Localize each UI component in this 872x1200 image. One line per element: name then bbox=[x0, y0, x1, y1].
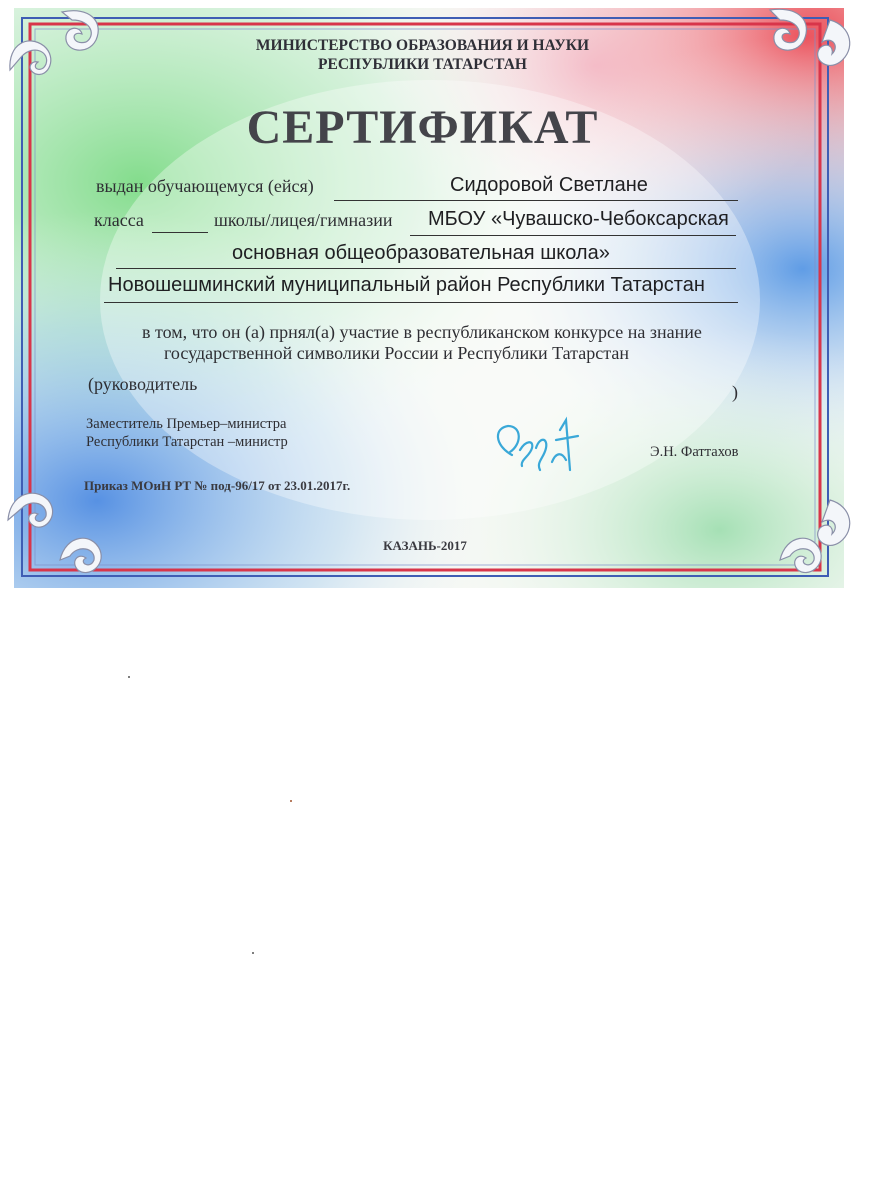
class-underline bbox=[152, 232, 208, 233]
name-underline bbox=[334, 200, 738, 201]
ministry-name-line1: МИНИСТЕРСТВО ОБРАЗОВАНИЯ И НАУКИ bbox=[255, 37, 590, 54]
recipient-name: Сидоровой Светлане bbox=[450, 174, 648, 196]
scan-speck bbox=[128, 676, 130, 678]
school-underline-2 bbox=[116, 268, 736, 269]
issued-label: выдан обучающемуся (ейся) bbox=[96, 176, 314, 196]
participation-text-line2: государственной символики России и Республики Татарстан bbox=[164, 343, 629, 363]
district-underline bbox=[104, 302, 738, 303]
supervisor-close-paren: ) bbox=[732, 382, 738, 402]
school-name-line1: МБОУ «Чувашско-Чебоксарская bbox=[428, 208, 729, 230]
order-reference: Приказ МОиН РТ № под-96/17 от 23.01.2017г. bbox=[84, 478, 351, 493]
city-year: КАЗАНЬ-2017 bbox=[383, 538, 467, 553]
class-label: класса bbox=[94, 210, 144, 230]
ministry-name-line2: РЕСПУБЛИКИ ТАТАРСТАН bbox=[318, 56, 527, 73]
school-label: школы/лицея/гимназии bbox=[214, 210, 393, 230]
signer-position-line1: Заместитель Премьер–министра bbox=[86, 416, 287, 432]
district-name: Новошешминский муниципальный район Республики Татарстан bbox=[108, 274, 705, 296]
school-underline-1 bbox=[410, 235, 736, 236]
school-name-line2: основная общеобразовательная школа» bbox=[232, 242, 610, 264]
scan-speck bbox=[252, 952, 254, 954]
signer-name: Э.Н. Фаттахов bbox=[650, 444, 739, 460]
scan-speck bbox=[290, 800, 292, 802]
certificate-title: СЕРТИФИКАТ bbox=[246, 101, 599, 154]
signer-position-line2: Республики Татарстан –министр bbox=[86, 434, 288, 450]
supervisor-label: (руководитель bbox=[88, 374, 198, 394]
participation-text-line1: в том, что он (а) прнял(а) участие в республиканском конкурсе на знание bbox=[142, 322, 702, 342]
